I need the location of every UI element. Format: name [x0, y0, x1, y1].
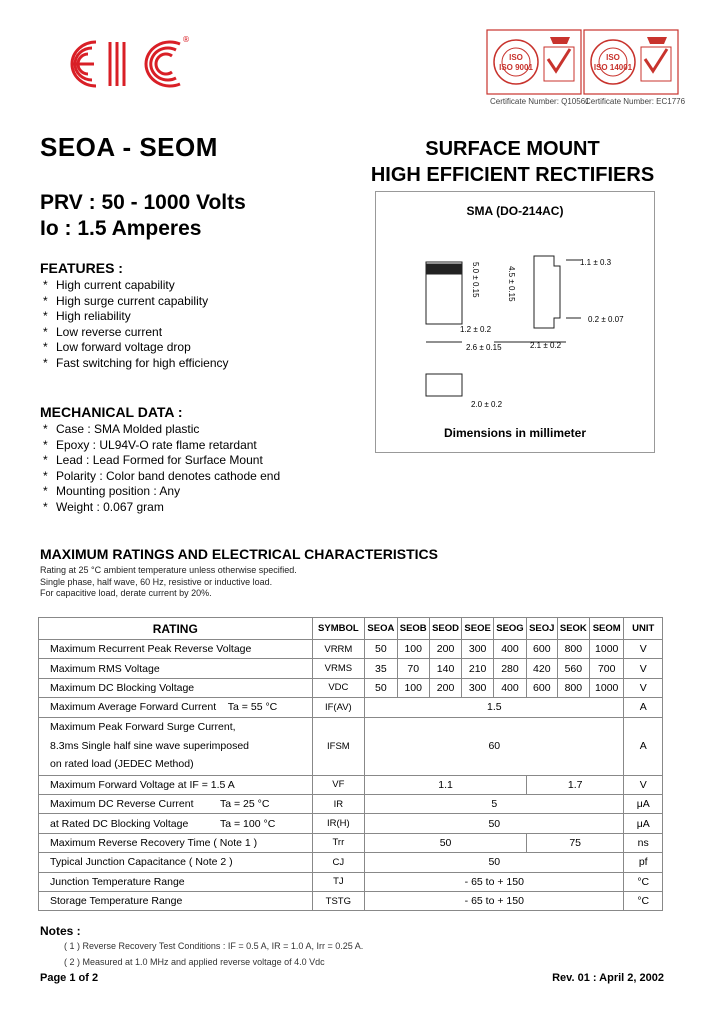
col-part: SEOK [557, 618, 589, 640]
table-row: Storage Temperature Range TSTG - 65 to + 150 °C [39, 891, 663, 910]
col-symbol: SYMBOL [312, 618, 365, 640]
package-title: SMA (DO-214AC) [466, 204, 564, 218]
list-item: * High reliability [43, 309, 131, 324]
list-item: * Weight : 0.067 gram [43, 499, 164, 514]
table-header-row [39, 618, 663, 640]
list-item: * Lead : Lead Formed for Surface Mount [43, 453, 263, 468]
table-row: Maximum RMS Voltage VRMS 35 70 140 210 280 420 560 700 V [39, 659, 663, 678]
condition-line: Rating at 25 °C ambient temperature unless otherwise specified. [40, 565, 297, 575]
table-row: Junction Temperature Range TJ - 65 to + 150 °C [39, 872, 663, 891]
package-footer: Dimensions in millimeter [443, 426, 587, 440]
list-item: * High surge current capability [43, 293, 209, 308]
table-row: Maximum Peak Forward Surge Current, 8.3ms Single half sine wave superimposed on rated load (JEDEC Method) IFSM 60 A [39, 717, 663, 775]
table-row: Maximum DC Reverse Current Ta = 25 °C IR 5 μA [39, 794, 663, 813]
ratings-table [38, 617, 663, 911]
col-rating: RATING [39, 618, 313, 640]
package-outline-drawing [376, 192, 656, 454]
features-list [43, 278, 229, 372]
cert1-number: Certificate Number: Q10561 [490, 97, 590, 106]
title-rectifiers: HIGH EFFICIENT RECTIFIERS [370, 164, 655, 186]
eic-logo [62, 34, 190, 94]
svg-text:®: ® [182, 35, 190, 44]
revision: Rev. 01 : April 2, 2002 [552, 972, 664, 984]
iso9001-badge [486, 29, 582, 95]
list-item: * Fast switching for high efficiency [43, 355, 229, 370]
col-part: SEOE [462, 618, 494, 640]
dim-6: 2.6 ± 0.15 [466, 343, 502, 352]
ratings-conditions [40, 565, 297, 600]
condition-line: Single phase, half wave, 60 Hz, resistive or inductive load. [40, 576, 273, 587]
cert1-name: ISO 9001 [499, 63, 533, 72]
col-part: SEOB [397, 618, 429, 640]
list-item: * Low reverse current [43, 324, 163, 339]
list-item: * Mounting position : Any [43, 484, 181, 499]
list-item: * Low forward voltage drop [43, 340, 191, 355]
dim-4: 0.2 ± 0.07 [588, 315, 624, 324]
table-row: Maximum Recurrent Peak Reverse Voltage VRRM 50 100 200 300 400 600 800 1000 V [39, 640, 663, 659]
note-2: ( 2 ) Measured at 1.0 MHz and applied reverse voltage of 4.0 Vdc [64, 957, 325, 967]
list-item: * Case : SMA Molded plastic [43, 422, 200, 436]
dim-8: 2.0 ± 0.2 [471, 400, 503, 409]
dim-2: 5.0 ± 0.15 [471, 262, 480, 298]
notes-heading: Notes : [40, 924, 81, 938]
package-drawing [375, 191, 655, 453]
ratings-heading: MAXIMUM RATINGS AND ELECTRICAL CHARACTERISTICS [40, 546, 438, 562]
mechanical-heading: MECHANICAL DATA : [40, 404, 183, 420]
table-row: Maximum Average Forward Current Ta = 55 °C IF(AV) 1.5 A [39, 698, 663, 717]
cert2-number: Certificate Number: EC1776 [585, 97, 686, 106]
col-part: SEOJ [526, 618, 557, 640]
page-number: Page 1 of 2 [40, 972, 99, 984]
col-part: SEOM [590, 618, 624, 640]
features-heading: FEATURES : [40, 260, 123, 276]
prv-spec: PRV : 50 - 1000 Volts [40, 191, 246, 214]
mechanical-list [43, 422, 280, 516]
iso14001-badge [583, 29, 679, 95]
table-row: Maximum DC Blocking Voltage VDC 50 100 200 300 400 600 800 1000 V [39, 678, 663, 697]
dim-3: 4.5 ± 0.15 [507, 266, 516, 302]
dim-1: 1.1 ± 0.3 [580, 258, 612, 267]
table-row: Maximum Reverse Recovery Time ( Note 1 ) Trr 50 75 ns [39, 833, 663, 852]
table-row: at Rated DC Blocking Voltage Ta = 100 °C IR(H) 50 μA [39, 814, 663, 833]
col-part: SEOD [429, 618, 461, 640]
col-part: SEOA [365, 618, 397, 640]
col-part: SEOG [494, 618, 527, 640]
note-1: ( 1 ) Reverse Recovery Test Conditions : IF = 0.5 A, IR = 1.0 A, Irr = 0.25 A. [64, 941, 364, 951]
dim-7: 2.1 ± 0.2 [530, 341, 562, 350]
svg-text:ISO: ISO [509, 53, 523, 62]
cert2-name: ISO 14001 [593, 63, 633, 72]
col-unit: UNIT [624, 618, 663, 640]
list-item: * High current capability [43, 278, 175, 292]
part-range-title: SEOA - SEOM [40, 132, 218, 162]
title-surface-mount: SURFACE MOUNT [425, 138, 600, 160]
list-item: * Epoxy : UL94V-O rate flame retardant [43, 437, 257, 452]
table-row: Maximum Forward Voltage at IF = 1.5 A VF 1.1 1.7 V [39, 775, 663, 794]
condition-line: For capacitive load, derate current by 20%. [40, 588, 212, 598]
dim-5: 1.2 ± 0.2 [460, 325, 492, 334]
io-spec: Io : 1.5 Amperes [40, 217, 202, 240]
table-row: Typical Junction Capacitance ( Note 2 ) CJ 50 pf [39, 853, 663, 872]
svg-text:ISO: ISO [606, 53, 620, 62]
list-item: * Polarity : Color band denotes cathode end [43, 468, 281, 483]
